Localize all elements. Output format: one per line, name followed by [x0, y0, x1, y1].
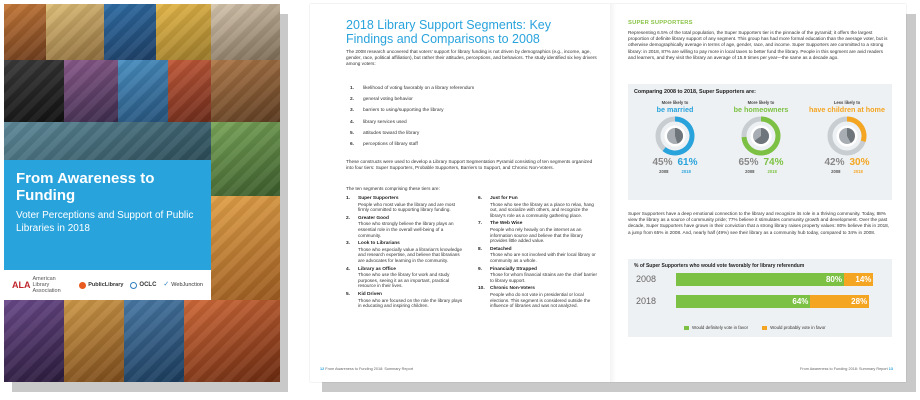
year-label-2008: 2008 [659, 168, 669, 174]
segment-item: 4. Library as Office Those who use the library for work and study purposes, seeing it as an important, practical resource in their lives. [346, 266, 450, 289]
comparison-qualifier: More likely to [661, 100, 689, 105]
value-2008: 65% [738, 156, 759, 168]
comparison-attribute: be married [656, 105, 694, 114]
segment-item: 5. Kid Driven Those who are focused on the role the library plays in educating and inspiring children. [346, 291, 463, 309]
legend-item-probably: Would probably vote in favor [762, 325, 826, 330]
super-supporters-heading: SUPER SUPPORTERS [628, 20, 693, 26]
cover-photo-9 [168, 60, 211, 122]
year-label-2008: 2008 [745, 168, 755, 174]
value-2008: 45% [652, 156, 673, 168]
left-page-paragraph-3: The ten segments comprising these tiers are: [346, 186, 440, 191]
donut-chart [741, 116, 781, 156]
bar-segment [676, 295, 810, 308]
comparison-item [634, 100, 716, 200]
cover-photo-12 [211, 122, 280, 196]
oclc-mark-icon [130, 282, 137, 289]
left-page-paragraph-2: These constructs were used to develop a Library Support Segmentation Pyramid consisting of ten segments organized into four tiers: Super Supporters, Probable Supporters, Barriers to Support, and Chronic Non-Voters. [346, 159, 593, 171]
ala-logo: ALA American Library Association [12, 276, 61, 294]
right-page-footer: From Awareness to Funding 2018: Summary Report 13 [800, 367, 894, 371]
cover-photo-16 [124, 300, 184, 382]
list-item: 4. library services used [350, 119, 407, 125]
list-item: 1. likelihood of voting favorably on a library referendum [350, 86, 475, 91]
segment-item: 8. Detached Those who are not involved with their local library or community as a whole. [478, 246, 596, 263]
public-library-association-logo: PublicLibrary [79, 282, 123, 289]
cover-photo-6 [4, 60, 64, 122]
report-cover [4, 4, 280, 382]
comparison-item [720, 100, 802, 200]
comparison-item [806, 100, 888, 200]
value-2018: 74% [763, 156, 784, 168]
key-drivers-list [350, 83, 600, 150]
comparison-qualifier: Less likely to [833, 100, 861, 105]
partner-logos [4, 270, 211, 300]
segment-item: 3. Look to Librarians Those who especially value a librarian's knowledge and research expertise, and believe that librarians are advocates for learning in the community. [346, 241, 463, 263]
segment-item: 1. Super Supporters People who most value the library and are most firmly committed to supporting library funding. [346, 196, 456, 213]
segment-item: 6. Just for Fun Those who see the library as a place to relax, hang out, and socialize with others, and recognize the library's role as a community gathering place. [478, 196, 594, 218]
webjunction-mark-icon: ✓ [163, 281, 170, 288]
chart-legend [684, 325, 826, 330]
cover-photo-13 [211, 196, 280, 300]
list-item: 3. barriers to using/supporting the library [350, 108, 444, 114]
cover-photo-8 [118, 60, 168, 122]
comparison-panel [628, 84, 892, 200]
cover-photo-11 [4, 122, 211, 160]
value-2008: 42% [824, 156, 845, 168]
cover-title: From Awareness to Funding [16, 170, 155, 204]
list-item: 2. general voting behavior [350, 97, 413, 103]
cover-photo-1 [4, 4, 46, 60]
right-page-intro: Representing 6.5% of the total population, the Super Supporters tier is the pinnacle of the pyramid; it offers the largest proportion of definite library support of any segment. This group has had more formal education than the average voter, but is otherwise demographically average in terms of age, gender, race, and income. Super Supporters are committed to a strong library: in 2018, 87% are willing to pay more in local taxes to better fund the library. People in this segment are avid readers and learners, and they visit the library an average of 15.9 times per year—the same as a decade ago. [628, 30, 888, 60]
bar-row [636, 273, 886, 286]
value-2018: 61% [677, 156, 698, 168]
donut-chart [655, 116, 695, 156]
list-item: 5. attitudes toward the library [350, 130, 420, 136]
cover-photo-17 [184, 300, 280, 382]
left-page-title: 2018 Library Support Segments: Key Findings and Comparisons to 2008 [346, 18, 551, 46]
category-label: 2018 [636, 296, 657, 306]
cover-title-banner [4, 160, 211, 270]
segments-list-left [346, 196, 466, 312]
category-label: 2008 [636, 274, 657, 284]
year-label-2018: 2018 [853, 168, 863, 174]
comparison-attribute: be homeowners [733, 105, 789, 114]
comparison-attribute: have children at home [809, 105, 885, 114]
cover-photo-3 [104, 4, 156, 60]
year-label-2008: 2008 [831, 168, 841, 174]
legend-item-definitely: Would definitely vote in favor [684, 325, 748, 330]
comparison-qualifier: More likely to [747, 100, 775, 105]
cover-photo-14 [4, 300, 64, 382]
year-label-2018: 2018 [767, 168, 777, 174]
cover-photo-7 [64, 60, 118, 122]
right-page-paragraph: Super Supporters have a deep emotional connection to the library and recognize its role in a thriving community. Today, 88% view the library as a source of community pride; 77% believe it stimulates community growth and development. Over the past decade, Super Supporters have grown in their conviction that a strong library raises property values: 80% believe this in 2018, a jump from 65% in 2008. And, nearly half (49%) see their library as a community hub today, compared to 34% in 2008. [628, 211, 890, 235]
cover-subtitle: Voter Perceptions and Support of Public Libraries in 2018 [16, 210, 194, 234]
data-label: 14% [855, 275, 872, 284]
value-2018: 30% [849, 156, 870, 168]
cover-photo-10 [211, 60, 280, 122]
chart-title: % of Super Supporters who would vote favorably for library referendum [634, 263, 805, 269]
comparison-title: Comparing 2008 to 2018, Super Supporters are: [634, 89, 756, 95]
bar-segment [676, 273, 844, 286]
data-label: 80% [825, 275, 842, 284]
segment-item: 10. Chronic Non-Voters People who do not vote in presidential or local elections. This segment is considered outside the influence of libraries and was not analyzed. [478, 286, 591, 309]
cover-photo-5 [211, 4, 280, 60]
cover-photo-4 [156, 4, 211, 60]
segment-item: 7. The Web Wise People who rely heavily on the internet as an information source and believe that the library provides little added value. [478, 221, 583, 244]
referendum-chart [628, 259, 892, 337]
left-page-footer: 12 From Awareness to Funding 2018: Summary Report [320, 367, 414, 371]
cover-photo-2 [46, 4, 104, 60]
legend-swatch [762, 326, 767, 330]
bar-segment [844, 273, 873, 286]
data-label: 64% [792, 297, 809, 306]
cover-photo-15 [64, 300, 124, 382]
bar-row [636, 295, 886, 308]
pla-mark-icon [79, 282, 86, 289]
bar-segment [810, 295, 869, 308]
legend-swatch [684, 326, 689, 330]
report-spread [310, 4, 906, 382]
webjunction-logo: ✓ WebJunction [163, 281, 203, 288]
segment-item: 2. Greater Good Those who strongly believe the library plays an essential role in the overall well-being of a community. [346, 215, 454, 238]
donut-chart [827, 116, 867, 156]
page-fold [610, 4, 616, 382]
segments-list-right [478, 196, 598, 312]
left-page-intro: The 2008 research uncovered that voters' support for library funding is not driven by demographics (e.g., income, age, gender, race, political affiliation), but rather their attitudes, perceptions, and behaviors. The study identified six key drivers among voters: [346, 49, 597, 67]
segment-item: 9. Financially Strapped Those for whom financial strains are the chief barrier to library support. [478, 266, 597, 283]
year-label-2018: 2018 [681, 168, 691, 174]
list-item: 6. perceptions of library staff [350, 142, 418, 148]
data-label: 28% [851, 297, 868, 306]
oclc-logo: OCLC [130, 282, 156, 289]
